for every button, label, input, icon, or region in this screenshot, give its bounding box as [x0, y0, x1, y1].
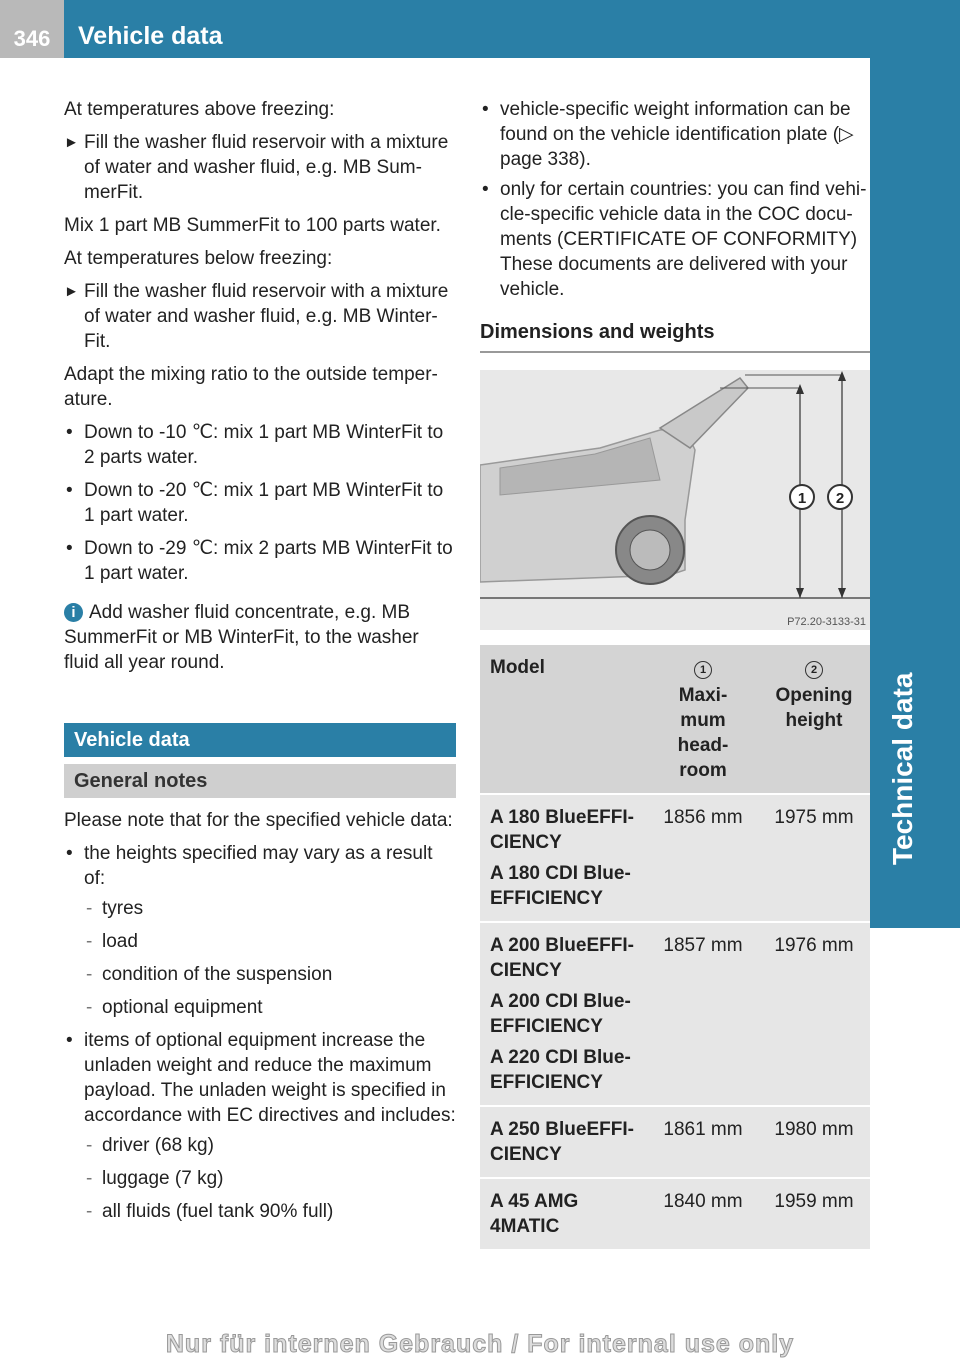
marker-1-label: 1 — [797, 490, 807, 507]
bullet-text: Down to -20 ℃: mix 1 part MB WinterFit to 1 part water. — [84, 480, 444, 526]
paragraph: At temperatures above freezing: — [64, 99, 335, 120]
page-title: Vehicle data — [78, 22, 223, 50]
dash-item-text: load — [102, 931, 138, 952]
column-header-text: Opening height — [775, 685, 853, 731]
dash-item — [64, 1199, 456, 1224]
headroom-cell: 1861 mm — [648, 1106, 756, 1178]
model-name: A 250 BlueEFFI-CIENCY — [490, 1119, 634, 1165]
left-column — [64, 97, 456, 1232]
model-name: A 200 BlueEFFI-CIENCY — [490, 935, 634, 981]
info-text: Add washer fluid concentrate, e.g. MB SummerFit or MB WinterFit, to the washer fluid all year round. — [64, 602, 419, 673]
page-header — [0, 0, 960, 58]
column-header-opening — [756, 645, 870, 794]
footer-watermark: Nur für internen Gebrauch / For internal use only — [165, 1330, 795, 1358]
figure-code: P72.20-3133-31 — [787, 616, 866, 628]
bullet-text: only for certain countries: you can find vehi-cle-specific vehicle data in the COC docu-ments (CERTIFICATE OF CONFORMITY) These documents are delivered with your vehicle. — [500, 179, 867, 300]
dash-item — [64, 929, 456, 954]
section-heading: Vehicle data — [64, 723, 456, 757]
model-cell — [480, 1106, 648, 1178]
dash-item — [64, 962, 456, 987]
model-cell — [480, 922, 648, 1106]
bullet-text: items of optional equipment increase the unladen weight and reduce the maximum payload. The unladen weight is specified in accordance with EC directives and includes: — [84, 1030, 456, 1126]
step-arrow-icon: ► — [64, 283, 79, 300]
dash-icon: - — [86, 1201, 93, 1222]
paragraph: Adapt the mixing ratio to the outside temper-ature. — [64, 364, 438, 410]
dash-icon: - — [86, 964, 93, 985]
dash-item — [64, 995, 456, 1020]
dash-item-text: all fluids (fuel tank 90% full) — [102, 1201, 334, 1222]
model-cell — [480, 1178, 648, 1250]
model-name: A 180 CDI Blue-EFFICIENCY — [490, 863, 631, 909]
headroom-cell: 1840 mm — [648, 1178, 756, 1250]
opening-height-cell: 1980 mm — [756, 1106, 870, 1178]
column-header-headroom — [648, 645, 756, 794]
bullet-icon: • — [66, 843, 73, 864]
bullet-text: vehicle-specific weight information can be found on the vehicle identification plate (▷ page 338). — [500, 99, 854, 170]
dash-item-text: driver (68 kg) — [102, 1135, 214, 1156]
dash-item — [64, 1166, 456, 1191]
bullet-item — [64, 841, 456, 891]
step-arrow-icon: ► — [64, 134, 79, 151]
car-illustration — [480, 370, 870, 630]
table-header-row — [480, 645, 870, 794]
opening-height-cell: 1976 mm — [756, 922, 870, 1106]
dash-item-text: tyres — [102, 898, 144, 919]
instruction-step — [64, 279, 456, 354]
dash-icon: - — [86, 997, 93, 1018]
bullet-text: Down to -29 ℃: mix 2 parts MB WinterFit to 1 part water. — [84, 538, 453, 584]
page-number: 346 — [0, 0, 64, 58]
column-header-text: Maxi-mum head-room — [677, 685, 729, 781]
step-text: Fill the washer fluid reservoir with a mixture of water and washer fluid, e.g. MB Sum-merFit. — [84, 132, 449, 203]
dash-icon: - — [86, 931, 93, 952]
marker-2-icon: 2 — [805, 661, 823, 679]
bullet-item — [64, 1028, 456, 1128]
model-name: A 45 AMG 4MATIC — [490, 1191, 579, 1237]
table-row — [480, 1106, 870, 1178]
vehicle-dimensions-figure — [480, 370, 870, 630]
bullet-icon: • — [482, 179, 489, 200]
step-text: Fill the washer fluid reservoir with a mixture of water and washer fluid, e.g. MB Winter-Fit. — [84, 281, 449, 352]
side-tab — [870, 0, 960, 928]
dash-item-text: luggage (7 kg) — [102, 1168, 224, 1189]
bullet-item — [64, 420, 456, 470]
paragraph: At temperatures below freezing: — [64, 248, 333, 269]
dash-icon: - — [86, 1168, 93, 1189]
opening-height-cell: 1959 mm — [756, 1178, 870, 1250]
bullet-text: Down to -10 ℃: mix 1 part MB WinterFit to 2 parts water. — [84, 422, 444, 468]
paragraph: Please note that for the specified vehicle data: — [64, 810, 453, 831]
dimensions-table — [480, 645, 870, 1251]
bullet-item — [480, 97, 870, 172]
instruction-step — [64, 130, 456, 205]
headroom-cell: 1856 mm — [648, 794, 756, 922]
model-cell — [480, 794, 648, 922]
model-name: A 220 CDI Blue-EFFICIENCY — [490, 1047, 631, 1093]
headroom-cell: 1857 mm — [648, 922, 756, 1106]
column-header-model: Model — [480, 645, 648, 794]
bullet-item — [480, 177, 870, 302]
dimensions-heading: Dimensions and weights — [480, 320, 870, 353]
marker-1-icon: 1 — [694, 661, 712, 679]
dash-item-text: condition of the suspension — [102, 964, 333, 985]
dash-item — [64, 896, 456, 921]
dash-icon: - — [86, 898, 93, 919]
subsection-heading: General notes — [64, 764, 456, 798]
opening-height-cell: 1975 mm — [756, 794, 870, 922]
paragraph: Mix 1 part MB SummerFit to 100 parts water. — [64, 215, 441, 236]
bullet-text: the heights specified may vary as a result of: — [84, 843, 433, 889]
marker-2-label: 2 — [835, 490, 845, 507]
bullet-icon: • — [66, 480, 73, 501]
bullet-icon: • — [66, 538, 73, 559]
bullet-icon: • — [482, 99, 489, 120]
model-name: A 200 CDI Blue-EFFICIENCY — [490, 991, 631, 1037]
bullet-item — [64, 536, 456, 586]
bullet-icon: • — [66, 422, 73, 443]
dash-item — [64, 1133, 456, 1158]
dash-icon: - — [86, 1135, 93, 1156]
right-column — [480, 97, 870, 353]
bullet-icon: • — [66, 1030, 73, 1051]
info-icon: i — [64, 603, 83, 622]
dash-item-text: optional equipment — [102, 997, 263, 1018]
table-row — [480, 922, 870, 1106]
model-name: A 180 BlueEFFI-CIENCY — [490, 807, 634, 853]
table-row — [480, 1178, 870, 1250]
info-note — [64, 600, 456, 675]
table-row — [480, 794, 870, 922]
side-tab-label: Technical data — [887, 672, 918, 865]
bullet-item — [64, 478, 456, 528]
